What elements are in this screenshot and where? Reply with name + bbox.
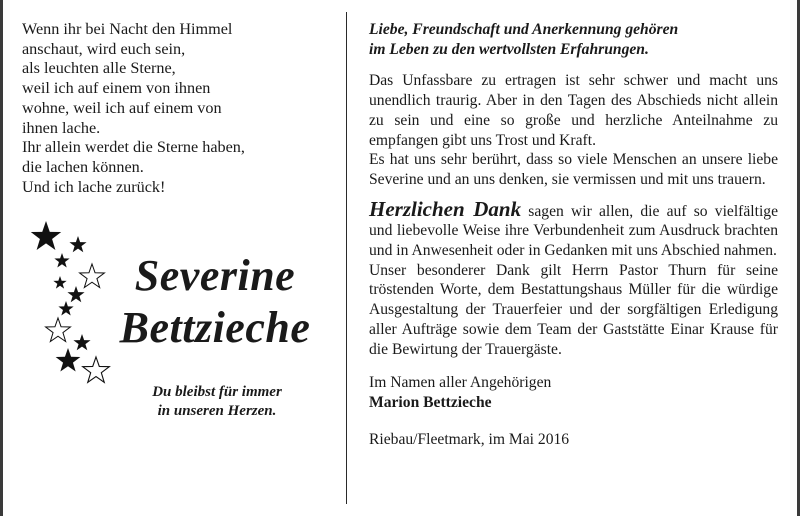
paragraph-unfassbare: Das Unfassbare zu ertragen ist sehr schwer und macht uns unendlich traurig. Aber in den Tagen des Abschieds nicht allein zu sein und eine so große und herzliche Anteilnahme zu empfangen gibt uns Trost und Kraft.: [369, 72, 778, 149]
filled-star-icon: [69, 236, 86, 252]
intro-line-2: im Leben zu den wertvollsten Erfahrungen.: [369, 40, 649, 58]
last-name: Bettzieche: [119, 303, 311, 352]
deceased-name: [100, 250, 330, 354]
outline-star-icon: [46, 318, 71, 342]
outline-star-icon: [83, 357, 110, 382]
first-name: Severine: [134, 251, 296, 300]
left-column: [22, 20, 340, 197]
filled-star-icon: [58, 301, 73, 315]
poem-line: Und ich lache zurück!: [22, 177, 166, 196]
filled-star-icon: [67, 286, 84, 302]
poem-line: anschaut, wird euch sein,: [22, 39, 186, 58]
poem-line: weil ich auf einem von ihnen: [22, 79, 211, 98]
right-column: [369, 20, 778, 449]
filled-star-icon: [56, 348, 81, 372]
place-date: Riebau/Fleetmark, im Mai 2016: [369, 430, 570, 448]
filled-star-icon: [54, 253, 69, 267]
motto-line-2: in unseren Herzen.: [157, 403, 277, 419]
signature-line: Im Namen aller Angehörigen: [369, 374, 552, 392]
poem-line: Ihr allein werdet die Sterne haben,: [22, 138, 245, 157]
thanks-paragraph: [369, 196, 779, 261]
motto-line-1: Du bleibst für immer: [152, 384, 282, 400]
intro-heading: [369, 20, 778, 59]
poem-line: als leuchten alle Sterne,: [22, 59, 176, 78]
paragraph-special-thanks: Unser besonderer Dank gilt Herrn Pastor Thurn für seine tröstenden Worte, dem Bestattungshaus Müller für die würdige Ausgestaltung der Trauerfeier und der sorgfältigen Erledigung aller Aufträge sowie dem Team der Gaststätte Einar Krause für die Bewirtung der Trauergäste.: [369, 261, 778, 358]
thanks-text: sagen wir allen, die auf so vielfältige und liebevolle Weise ihre Verbundenheit zum Ausdruck brachten und in Anwesenheit oder in Gedanken mit uns Abschied nahmen.: [369, 202, 779, 260]
motto: [112, 383, 322, 421]
signature-name: Marion Bettzieche: [369, 393, 492, 411]
poem-line: die lachen können.: [22, 157, 144, 176]
column-divider: [346, 12, 347, 504]
poem-line: Wenn ihr bei Nacht den Himmel: [22, 20, 233, 38]
filled-star-icon: [53, 276, 66, 289]
poem-line: ihnen lache.: [22, 118, 101, 137]
intro-line-1: Liebe, Freundschaft und Anerkennung gehören: [369, 21, 679, 38]
paragraph-beruehrt: Es hat uns sehr berührt, dass so viele Menschen an unsere liebe Severine und an uns denken, sie vermissen und mit uns trauern.: [369, 151, 778, 188]
filled-star-icon: [31, 221, 61, 250]
thanks-title: Herzlichen Dank: [369, 196, 522, 221]
poem: [22, 20, 340, 197]
poem-line: wohne, weil ich auf einem von: [22, 98, 222, 117]
filled-star-icon: [73, 334, 90, 350]
